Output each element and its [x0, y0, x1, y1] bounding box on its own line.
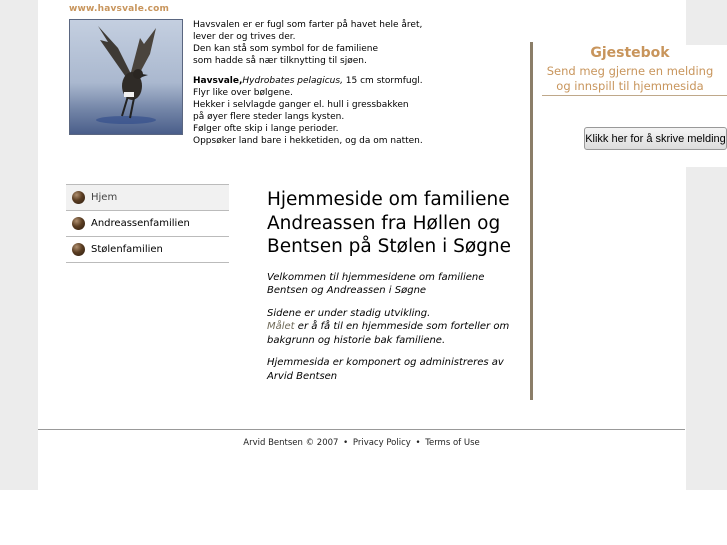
admin-text: Hjemmesida er komponert og administreres av Arvid Bentsen	[267, 357, 504, 382]
footer-divider	[38, 429, 685, 430]
status-text: Sidene er under stadig utvikling. Målet er å få til en hjemmeside som forteller om bakgrunn og historie bak familiene.	[267, 307, 510, 346]
copyright: Arvid Bentsen © 2007	[243, 438, 339, 448]
nav-item-hjem[interactable]: Hjem	[66, 185, 229, 211]
bullet-icon	[72, 217, 85, 230]
footer	[38, 438, 685, 448]
site-url[interactable]: www.havsvale.com	[69, 4, 170, 14]
footer-sep: •	[343, 438, 349, 448]
left-margin	[0, 0, 38, 490]
right-margin-top	[686, 0, 727, 45]
guestbook-title: Gjestebok	[590, 45, 670, 61]
intro-text: Havsvalen er er fugl som farter på havet hele året, lever der og trives der. Den kan stå som symbol for de familiene som hadde så nær tilknytting til sjøen. Havsvale,Hydrobates pelagicus, 15 cm stormfugl. Flyr like over bølgene. Hekker i selvlagde ganger el. hull i gressbakken på øyer flere steder langs kysten. Følger ofte skip i lange perioder. Oppsøker land bare i hekketiden, og da om natten.	[193, 20, 423, 146]
page-title: Hjemmeside om familiene Andreassen fra Høllen og Bentsen på Stølen i Søgne	[267, 189, 512, 257]
terms-link[interactable]: Terms of Use	[425, 438, 480, 448]
nav-item-stolenfamilien[interactable]: Stølenfamilien	[66, 237, 229, 263]
nav-item-andreassenfamilien[interactable]: Andreassenfamilien	[66, 211, 229, 237]
guestbook-rule	[542, 95, 727, 96]
bullet-icon	[72, 243, 85, 256]
bullet-icon	[72, 191, 85, 204]
write-message-button[interactable]: Klikk her for å skrive melding	[584, 127, 727, 150]
column-divider	[530, 42, 533, 400]
guestbook-subtitle: Send meg gjerne en melding og innspill til hjemmesida	[546, 64, 714, 93]
storm-petrel-photo	[69, 19, 183, 135]
privacy-link[interactable]: Privacy Policy	[352, 438, 411, 448]
right-margin-bottom	[686, 167, 727, 490]
footer-sep: •	[415, 438, 421, 448]
side-nav	[66, 184, 229, 263]
main-content	[267, 188, 517, 392]
welcome-text: Velkommen til hjemmesidene om familiene Bentsen og Andreassen i Søgne	[267, 271, 485, 296]
